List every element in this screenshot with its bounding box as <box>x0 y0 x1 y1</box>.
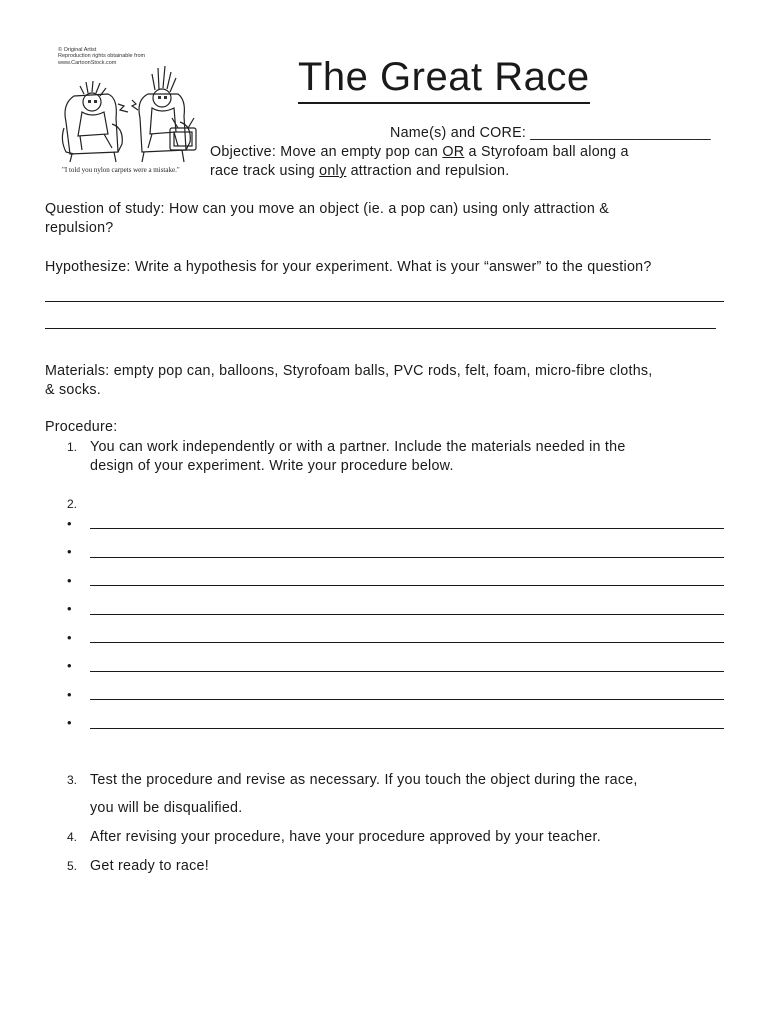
hypothesis-answer-line-2[interactable] <box>45 328 716 329</box>
procedure-line-5[interactable] <box>90 642 724 643</box>
procedure-line-7[interactable] <box>90 699 724 700</box>
objective-line-1: Objective: Move an empty pop can OR a Styrofoam ball along a <box>210 144 629 160</box>
materials-line-2: & socks. <box>45 382 102 398</box>
procedure-line-3[interactable] <box>90 585 724 586</box>
cartoon-credit: © Original Artist Reproduction rights obtainable from www.CartoonStock.com <box>58 47 146 66</box>
step-5-text: Get ready to race! <box>90 858 209 874</box>
step-2-number: 2. <box>67 497 78 511</box>
step-3-line-2: you will be disqualified. <box>90 800 243 816</box>
procedure-heading: Procedure: <box>45 419 118 435</box>
bullet-2: • <box>67 544 72 559</box>
step-1-line-2: design of your experiment. Write your procedure below. <box>90 458 454 474</box>
procedure-line-2[interactable] <box>90 557 724 558</box>
procedure-line-6[interactable] <box>90 671 724 672</box>
question-line-2: repulsion? <box>45 220 114 236</box>
step-3-line-1: Test the procedure and revise as necessary. If you touch the object during the race, <box>90 772 638 788</box>
bullet-7: • <box>67 687 72 702</box>
bullet-5: • <box>67 630 72 645</box>
hypothesis-label: Hypothesize: Write a hypothesis for your experiment. What is your “answer” to the question? <box>45 259 652 275</box>
step-1-line-1: You can work independently or with a partner. Include the materials needed in the <box>90 439 626 455</box>
bullet-8: • <box>67 715 72 730</box>
bullet-3: • <box>67 573 72 588</box>
question-line-1: Question of study: How can you move an object (ie. a pop can) using only attraction & <box>45 201 610 217</box>
procedure-line-4[interactable] <box>90 614 724 615</box>
procedure-line-1[interactable] <box>90 528 724 529</box>
step-4-number: 4. <box>67 830 78 844</box>
objective-line-2: race track using only attraction and repulsion. <box>210 163 510 179</box>
step-4-text: After revising your procedure, have your procedure approved by your teacher. <box>90 829 601 845</box>
step-5-number: 5. <box>67 859 78 873</box>
materials-line-1: Materials: empty pop can, balloons, Styrofoam balls, PVC rods, felt, foam, micro-fibre cloths, <box>45 363 653 379</box>
procedure-line-8[interactable] <box>90 728 724 729</box>
bullet-1: • <box>67 516 72 531</box>
bullet-6: • <box>67 658 72 673</box>
step-3-number: 3. <box>67 773 78 787</box>
name-core-field[interactable]: Name(s) and CORE: ______________________ <box>390 125 711 141</box>
bullet-4: • <box>67 601 72 616</box>
page-title: The Great Race <box>298 54 590 104</box>
cartoon-caption: "I told you nylon carpets were a mistake." <box>62 166 180 174</box>
hypothesis-answer-line-1[interactable] <box>45 301 724 302</box>
step-1-number: 1. <box>67 440 78 454</box>
